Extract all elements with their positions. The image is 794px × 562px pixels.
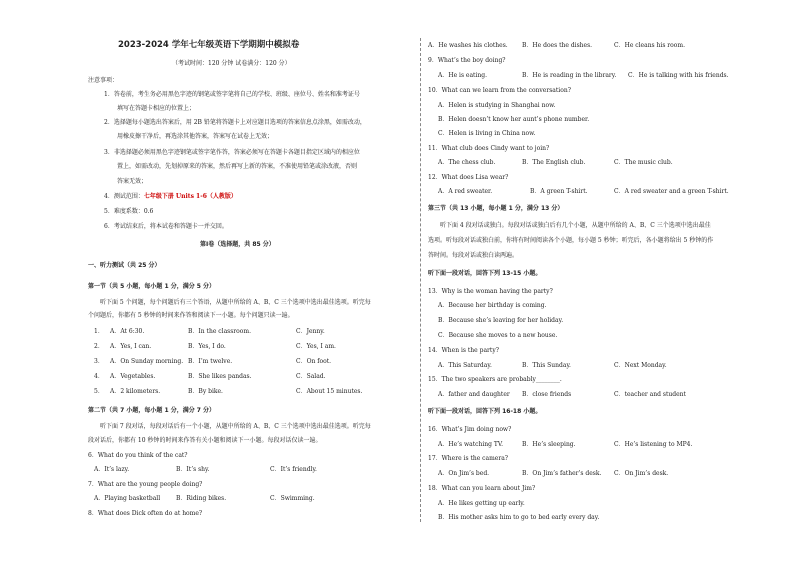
instructions: 个问题后，你都有 5 秒钟的时间来作答和阅读下一小题。每个问题只读一遍。 [88, 312, 294, 319]
option: C．The music club. [614, 159, 673, 166]
option: A．2 kilometers. [110, 388, 161, 395]
option: B．She likes pandas. [188, 373, 252, 380]
question-number: 3． [94, 358, 104, 365]
question-text: 14．When is the party? [428, 347, 499, 354]
option: A．father and daughter [438, 391, 510, 398]
option: B．This Sunday. [522, 362, 571, 369]
question-number: 5． [94, 388, 104, 395]
question-text: 18．What can you learn about Jim? [428, 485, 536, 492]
option: A．At 6:30. [110, 328, 145, 335]
option: C．He’s listening to MP4. [614, 441, 693, 448]
question-text: 7．What are the young people doing? [88, 481, 203, 488]
section-heading: 第一节（共 5 小题，每小题 1 分，满分 5 分） [88, 283, 216, 290]
option: C．It’s friendly. [270, 466, 317, 473]
option: C．Jenny. [296, 328, 325, 335]
option: A．Playing basketball [94, 495, 161, 502]
instructions: 听下面 5 个问题，每个问题后有三个答语，从题中所给的 A、B、C 三个选项中选出最佳选项。听完每 [100, 299, 371, 306]
option: C．Yes, I am. [296, 343, 336, 350]
section-heading: 一、听力测试（共 25 分） [88, 262, 161, 269]
option: B．It’s shy. [176, 466, 210, 473]
note-line: 6．考试结束后，将本试卷和答题卡一并交回。 [104, 223, 228, 230]
option: C．He cleans his room. [614, 42, 685, 49]
column-divider [420, 38, 421, 522]
option: A．Helen is studying in Shanghai now. [438, 102, 556, 109]
option: B．Yes, I do. [188, 343, 226, 350]
option: C．On Jim’s desk. [614, 470, 669, 477]
instructions: 答时间。每段对话或独白读两遍。 [428, 252, 519, 259]
option: B．He’s sleeping. [522, 441, 576, 448]
question-text: 15．The two speakers are probably________. [428, 376, 562, 383]
option: B．close friends [522, 391, 572, 398]
option: B．He is reading in the library. [522, 72, 617, 79]
option: A．Vegetables. [110, 373, 156, 380]
question-text: 17．Where is the camera? [428, 455, 509, 462]
note-line: 1．答卷前，考生务必用黑色字迹的钢笔或签字笔将自己的学校、班级、座位号、姓名和准考证号 [104, 91, 360, 98]
question-text: 12．What does Lisa wear? [428, 174, 509, 181]
option: A．He washes his clothes. [428, 42, 508, 49]
instructions: 听下面 4 段对话或独白。每段对话或独白后有几个小题，从题中所给的 A、B、C 三个选项中选出最佳 [440, 222, 711, 229]
option: B．His mother asks him to go to bed early every day. [438, 514, 600, 521]
option: B．He does the dishes. [522, 42, 593, 49]
instructions: 段对话后，你都有 10 秒钟的时间来作答有关小题和阅读下一小题。每段对话仅读一遍。 [88, 437, 322, 444]
section-heading: 第三节（共 13 小题，每小题 1 分，满分 13 分） [428, 205, 564, 212]
option: C．Helen is living in China now. [438, 130, 536, 137]
option: B．Helen doesn’t know her aunt’s phone number. [438, 116, 590, 123]
option: B．A green T-shirt. [530, 188, 588, 195]
option: C．About 15 minutes. [296, 388, 363, 395]
question-text: 16．What’s Jim doing now? [428, 426, 512, 433]
note-line [104, 193, 237, 201]
option: B．Because she’s leaving for her holiday. [438, 317, 564, 324]
option: A．Because her birthday is coming. [438, 302, 547, 309]
option: C．Because she moves to a new house. [438, 332, 558, 339]
option: B．On Jim’s father’s desk. [522, 470, 602, 477]
option: A．He likes getting up early. [438, 500, 525, 507]
option: A．The chess club. [438, 159, 496, 166]
option: C．Swimming. [270, 495, 315, 502]
note-line: 用橡皮擦干净后，再选涂其他答案，答案写在试卷上无效； [117, 133, 274, 140]
option: A．It’s lazy. [94, 466, 130, 473]
passage-heading: 听下面一段对话，回答下列 13-15 小题。 [428, 270, 542, 277]
option: A．On Sunday morning. [110, 358, 184, 365]
option: C．teacher and student [614, 391, 686, 398]
option: B．The English club. [522, 159, 586, 166]
question-number: 4． [94, 373, 104, 380]
question-number: 1． [94, 328, 104, 335]
option: A．Yes, I can. [110, 343, 152, 350]
scope-label: 4．测试范围： [104, 193, 144, 200]
question-text: 13．Why is the woman having the party? [428, 288, 553, 295]
question-text: 8．What does Dick often do at home? [88, 510, 203, 517]
passage-heading: 听下面一段对话，回答下列 16-18 小题。 [428, 408, 542, 415]
notes-heading: 注意事项： [88, 77, 119, 84]
option: A．On Jim’s bed. [438, 470, 490, 477]
option: B．I’m twelve. [188, 358, 233, 365]
option: A．He is eating. [438, 72, 487, 79]
option: B．Riding bikes. [176, 495, 227, 502]
note-line: 答案无效； [117, 178, 148, 185]
option: C．Next Monday. [614, 362, 667, 369]
question-text: 11．What club does Cindy want to join? [428, 145, 550, 152]
note-line: 置上，如需改动，先划掉原来的答案，然后再写上新的答案，不准使用铅笔或涂改液，否则 [117, 163, 358, 170]
instructions: 听下面 7 段对话，每段对话后有一个小题，从题中所给的 A、B、C 三个选项中选出最佳选项。听完每 [100, 423, 371, 430]
note-line: 填写在答题卡相应的位置上； [117, 105, 196, 112]
instructions: 选项。听每段对话或独白前，你将有时间阅读各个小题，每小题 5 秒钟；听完后，各小题将给出 5 秒钟的作 [428, 237, 714, 244]
option: C．He is talking with his friends. [628, 72, 729, 79]
option: A．He’s watching TV. [438, 441, 504, 448]
option: A．This Saturday. [438, 362, 492, 369]
part-heading: 第Ⅰ卷（选择题，共 85 分） [200, 241, 275, 248]
exam-info: （考试时间：120 分钟 试卷满分：120 分） [172, 60, 291, 67]
question-text: 10．What can we learn from the conversation? [428, 87, 571, 94]
note-line: 5．难度系数：0.6 [104, 208, 154, 215]
option: C．A red sweater and a green T-shirt. [614, 188, 729, 195]
option: C．On foot. [296, 358, 332, 365]
note-line: 2．选择题每小题选出答案后，用 2B 铅笔将答题卡上对应题目选项的答案信息点涂黑，如需改动， [104, 119, 366, 126]
question-text: 9．What’s the boy doing? [428, 57, 506, 64]
option: C．Salad. [296, 373, 326, 380]
question-number: 2． [94, 343, 104, 350]
section-heading: 第二节（共 7 小题，每小题 1 分，满分 7 分） [88, 407, 216, 414]
note-line: 3．非选择题必须用黑色字迹钢笔或签字笔作答，答案必须写在答题卡各题目指定区域内的相应位 [104, 149, 360, 156]
scope-value: 七年级下册 Units 1-6（人教版） [143, 193, 237, 200]
option: A．A red sweater. [438, 188, 493, 195]
page-title: 2023-2024 学年七年级英语下学期期中模拟卷 [118, 40, 300, 50]
option: B．In the classroom. [188, 328, 251, 335]
option: B．By bike. [188, 388, 223, 395]
question-text: 6．What do you think of the cat? [88, 452, 188, 459]
